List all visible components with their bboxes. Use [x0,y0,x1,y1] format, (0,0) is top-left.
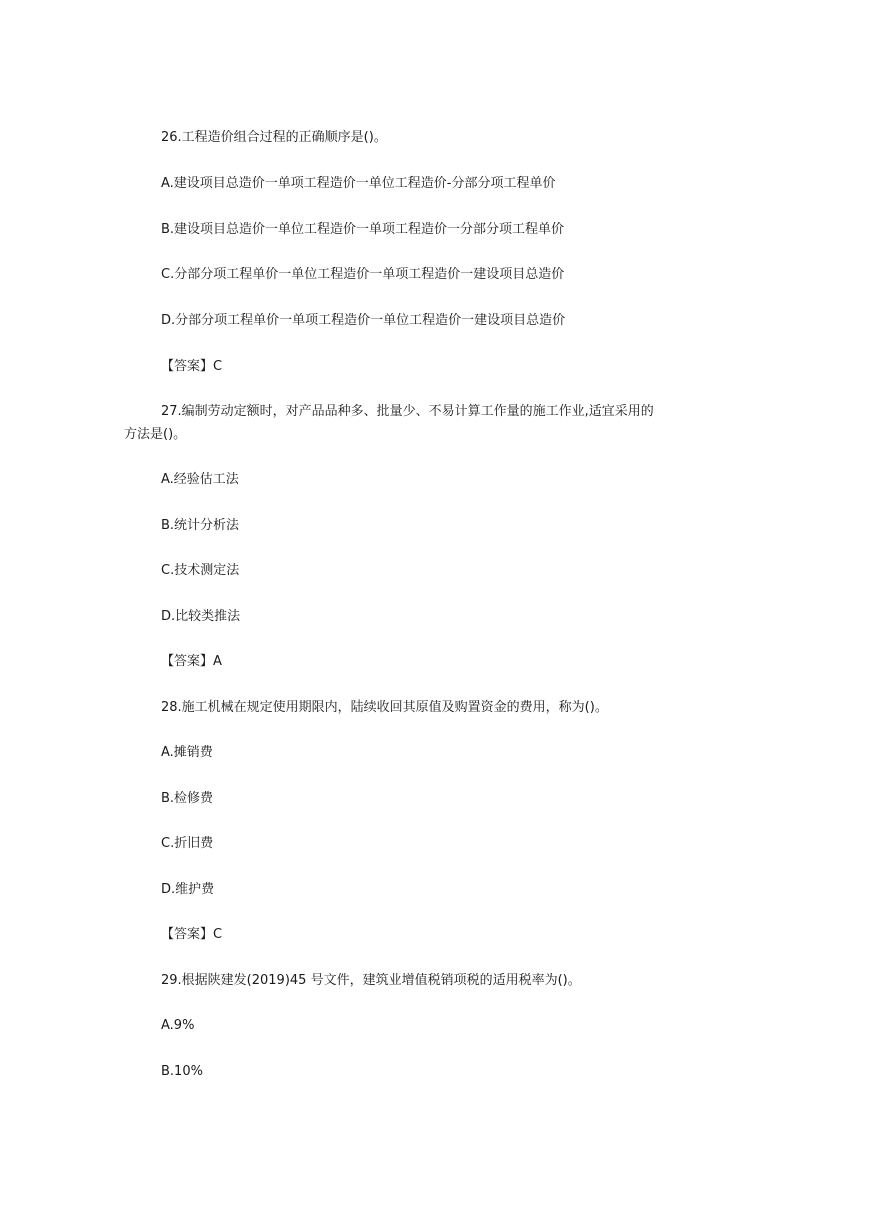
question-27-answer: 【答案】A [161,654,222,669]
question-26-answer: 【答案】C [161,359,223,374]
question-27-stem-continued: 方法是()。 [124,427,187,442]
question-26-option-b: B.建设项目总造价一单位工程造价一单项工程造价一分部分项工程单价 [161,222,565,237]
question-29-option-a: A.9% [161,1018,195,1033]
question-26-option-d: D.分部分项工程单价一单项工程造价一单位工程造价一建设项目总造价 [161,313,566,328]
question-28-option-a: A.摊销费 [161,745,213,760]
question-28-option-c: C.折旧费 [161,836,214,851]
question-29-stem: 29.根据陕建发(2019)45 号文件，建筑业增值税销项税的适用税率为()。 [161,973,581,988]
question-26-option-a: A.建设项目总造价一单项工程造价一单位工程造价-分部分项工程单价 [161,176,556,191]
question-27-option-b: B.统计分析法 [161,518,240,533]
question-27-stem: 27.编制劳动定额时，对产品品种多、批量少、不易计算工作量的施工作业,适宜采用的 [161,404,654,419]
question-26-stem: 26.工程造价组合过程的正确顺序是()。 [161,130,387,145]
question-26-option-c: C.分部分项工程单价一单位工程造价一单项工程造价一建设项目总造价 [161,267,565,282]
question-28-answer: 【答案】C [161,927,223,942]
question-28-option-d: D.维护费 [161,882,215,897]
question-27-option-a: A.经验估工法 [161,472,239,487]
question-27-option-d: D.比较类推法 [161,609,241,624]
question-29-option-b: B.10% [161,1064,203,1079]
question-28-option-b: B.检修费 [161,791,214,806]
question-28-stem: 28.施工机械在规定使用期限内，陆续收回其原值及购置资金的费用，称为()。 [161,700,608,715]
question-27-option-c: C.技术测定法 [161,563,240,578]
